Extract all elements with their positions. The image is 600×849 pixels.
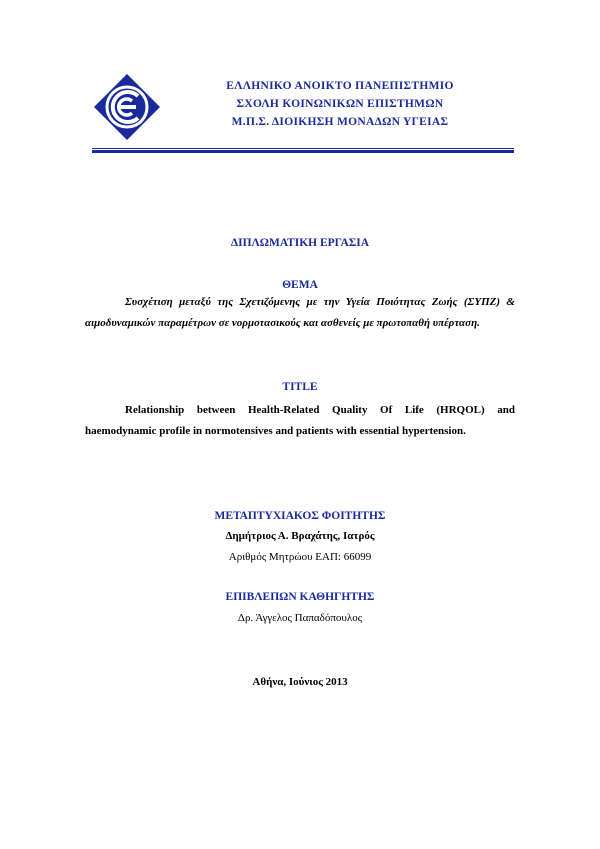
supervisor-name: Δρ. Άγγελος Παπαδόπουλος (237, 612, 363, 624)
student-heading: ΜΕΤΑΠΤΥΧΙΑΚΟΣ ΦΟΙΤΗΤΗΣ (214, 510, 386, 522)
school-name: ΣΧΟΛΗ ΚΟΙΝΩΝΙΚΩΝ ΕΠΙΣΤΗΜΩΝ (236, 98, 444, 110)
theme-text (85, 292, 515, 334)
header-rule-thick (92, 150, 514, 153)
supervisor-heading: ΕΠΙΒΛΕΠΩΝ ΚΑΘΗΓΗΤΗΣ (225, 591, 375, 603)
place-date: Αθήνα, Ιούνιος 2013 (252, 676, 348, 688)
title-heading: TITLE (282, 381, 318, 393)
university-name: ΕΛΛΗΝΙΚΟ ΑΝΟΙΚΤΟ ΠΑΝΕΠΙΣΤΗΜΙΟ (226, 80, 454, 92)
header-rule-thin (92, 148, 514, 149)
university-logo-icon (92, 72, 162, 142)
student-registry: Αριθμός Μητρώου ΕΑΠ: 66099 (228, 551, 372, 563)
theme-heading: ΘΕΜΑ (282, 279, 318, 291)
title-text-content: Relationship between Health-Related Quality Of Life (HRQOL) and haemodynamic profile in normotensives and patients with essential hypertension. (85, 404, 515, 437)
document-type: ΔΙΠΛΩΜΑΤΙΚΗ ΕΡΓΑΣΙΑ (230, 237, 370, 249)
theme-text-content: Συσχέτιση μεταξύ της Σχετιζόμενης με την Υγεία Ποιότητας Ζωής (ΣΥΠΖ) & αιμοδυναμικών παραμέτρων σε νορμοτασικούς και ασθενείς με πρωτοπαθή υπέρταση. (85, 296, 515, 329)
program-name: Μ.Π.Σ. ΔΙΟΙΚΗΣΗ ΜΟΝΑΔΩΝ ΥΓΕΙΑΣ (231, 116, 449, 128)
institution-header (175, 77, 505, 131)
student-name: Δημήτριος Α. Βραχάτης, Ιατρός (225, 530, 375, 542)
title-text (85, 400, 515, 442)
